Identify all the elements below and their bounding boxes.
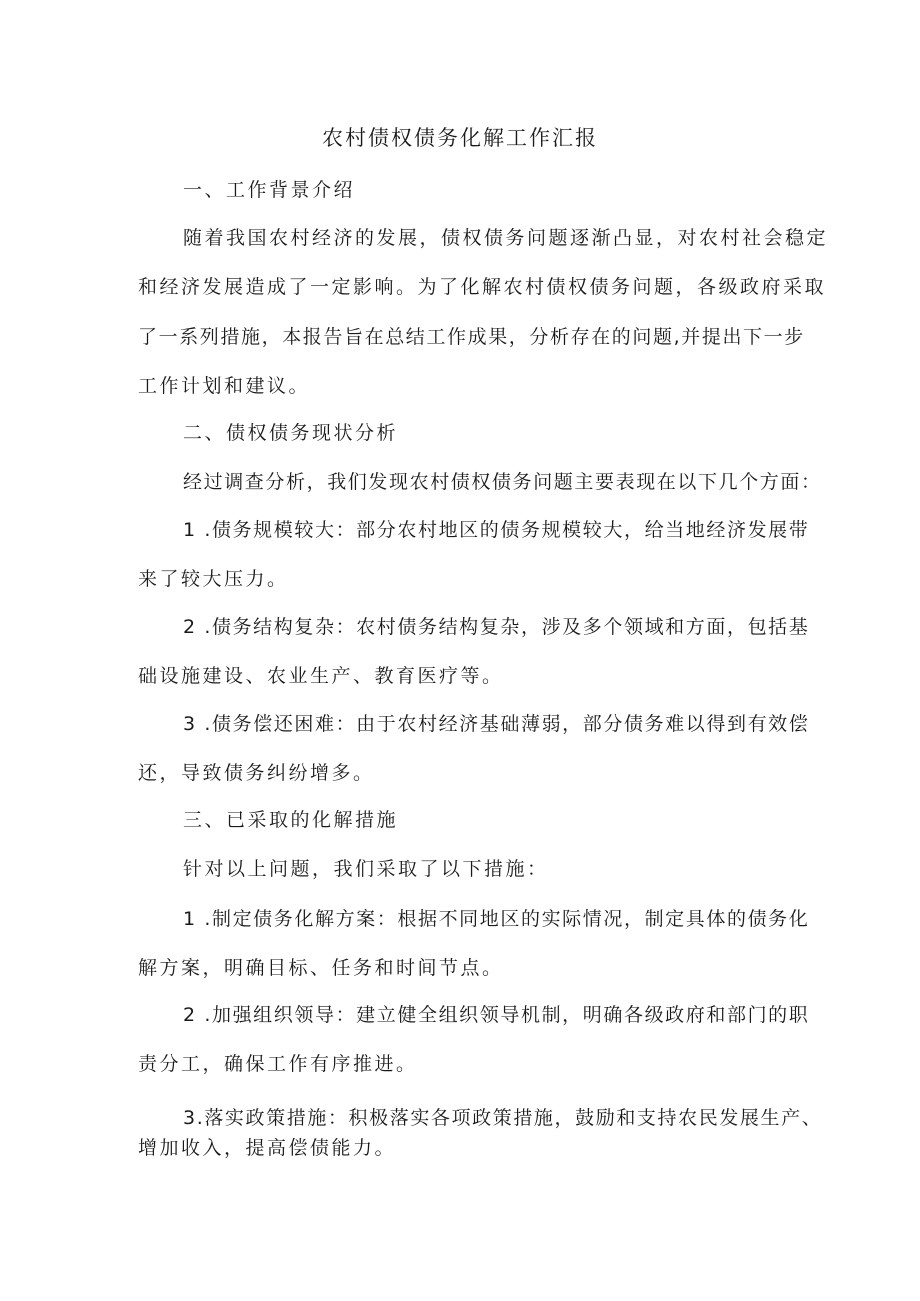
section1-para-line: 随着我国农村经济的发展，债权债务问题逐渐凸显，对农村社会稳定 [183, 227, 829, 249]
section3-item-line: 1 .制定债务化解方案：根据不同地区的实际情况，制定具体的债务化 [183, 908, 810, 930]
section2-item-line: 3 .债务偿还困难：由于农村经济基础薄弱，部分债务难以得到有效偿 [183, 713, 810, 735]
section3-intro: 针对以上问题，我们采取了以下措施： [183, 858, 549, 880]
section2-item-line: 1 .债务规模较大：部分农村地区的债务规模较大，给当地经济发展带 [183, 519, 810, 541]
section2-heading: 二、债权债务现状分析 [183, 422, 399, 444]
section3-item-line: 3.落实政策措施：积极落实各项政策措施，鼓励和支持农民发展生产、 [183, 1107, 823, 1129]
section2-item-line: 来了较大压力。 [138, 568, 289, 590]
section3-item-line: 2 .加强组织领导：建立健全组织领导机制，明确各级政府和部门的职 [183, 1004, 810, 1026]
section2-item-line: 还，导致债务纠纷增多。 [138, 762, 375, 784]
section2-intro: 经过调查分析，我们发现农村债权债务问题主要表现在以下几个方面： [183, 471, 822, 493]
section1-para-line: 工作计划和建议。 [138, 375, 311, 397]
section2-item-line: 2 .债务结构复杂：农村债务结构复杂，涉及多个领域和方面，包括基 [183, 616, 810, 638]
section3-heading: 三、已采取的化解措施 [183, 809, 399, 831]
document-title: 农村债权债务化解工作汇报 [322, 126, 598, 150]
section2-item-line: 础设施建设、农业生产、教育医疗等。 [138, 665, 504, 687]
section1-para-line: 和经济发展造成了一定影响。为了化解农村债权债务问题，各级政府采取 [138, 276, 827, 298]
section3-item-line: 责分工，确保工作有序推进。 [138, 1053, 418, 1075]
section3-item-line: 增加收入，提高偿债能力。 [138, 1137, 397, 1159]
section3-item-line: 解方案，明确目标、任务和时间节点。 [138, 957, 504, 979]
section1-heading: 一、工作背景介绍 [183, 179, 356, 201]
section1-para-line: 了一系列措施，本报告旨在总结工作成果，分析存在的问题,并提出下一步 [138, 326, 805, 348]
